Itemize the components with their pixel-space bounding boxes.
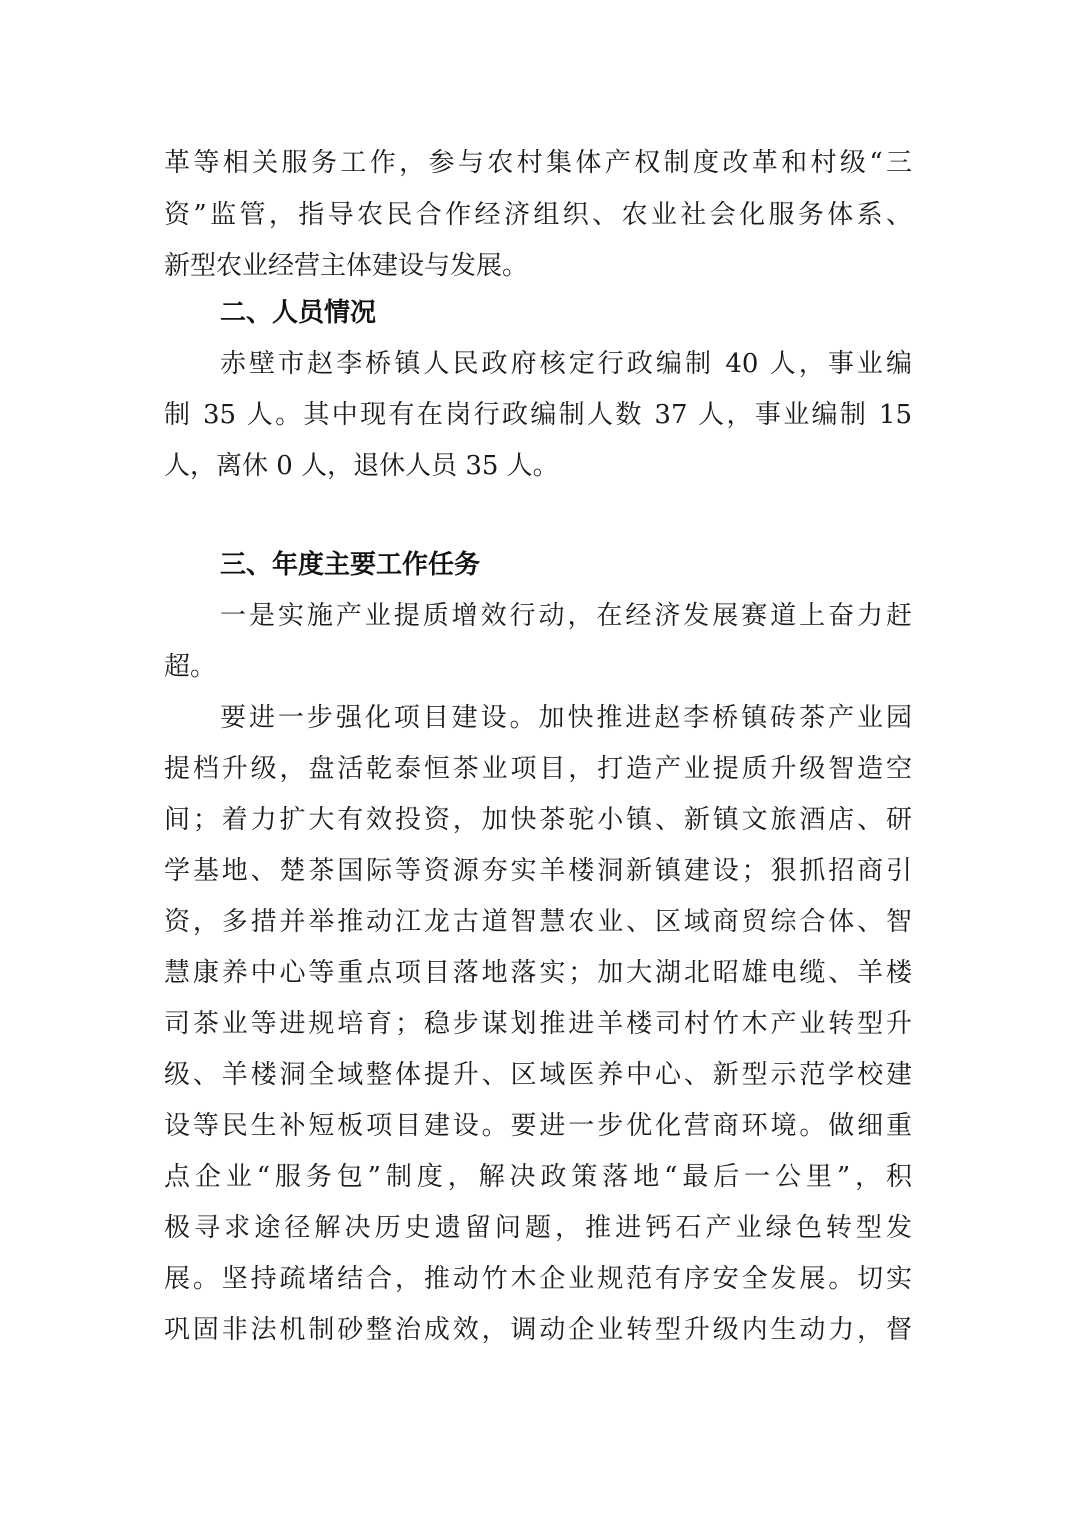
personnel-line-2: 制 35 人。其中现有在岗行政编制人数 37 人，事业编制 15 [164,400,912,430]
tasks-para2-line-6: 慧康养中心等重点项目落地落实；加大湖北昭雄电缆、羊楼 [164,958,912,988]
tasks-para2-line-10: 点企业“服务包”制度，解决政策落地“最后一公里”，积 [164,1162,912,1192]
intro-line-3: 新型农业经营主体建设与发展。 [164,251,529,281]
tasks-para2-line-13: 巩固非法机制砂整治成效，调动企业转型升级内生动力，督 [164,1315,912,1345]
tasks-para2-line-12: 展。坚持疏堵结合，推动竹木企业规范有序安全发展。切实 [164,1264,912,1294]
intro-line-1: 革等相关服务工作，参与农村集体产权制度改革和村级“三 [164,148,912,178]
section-heading-annual-tasks: 三、年度主要工作任务 [220,550,481,580]
personnel-line-3: 人，离休 0 人，退休人员 35 人。 [164,451,559,481]
tasks-para2-line-9: 设等民生补短板项目建设。要进一步优化营商环境。做细重 [164,1111,912,1141]
tasks-para1-line-1: 一是实施产业提质增效行动，在经济发展赛道上奋力赶 [220,601,912,631]
tasks-para2-line-1: 要进一步强化项目建设。加快推进赵李桥镇砖茶产业园 [220,703,912,733]
tasks-para2-line-8: 级、羊楼洞全域整体提升、区域医养中心、新型示范学校建 [164,1060,912,1090]
tasks-para2-line-11: 极寻求途径解决历史遗留问题，推进钙石产业绿色转型发 [164,1213,912,1243]
tasks-para2-line-2: 提档升级，盘活乾泰恒茶业项目，打造产业提质升级智造空 [164,754,912,784]
tasks-para1-line-2: 超。 [164,652,217,682]
tasks-para2-line-5: 资，多措并举推动江龙古道智慧农业、区域商贸综合体、智 [164,907,912,937]
tasks-para2-line-4: 学基地、楚茶国际等资源夯实羊楼洞新镇建设；狠抓招商引 [164,856,912,886]
personnel-line-1: 赤壁市赵李桥镇人民政府核定行政编制 40 人，事业编 [220,349,912,379]
tasks-para2-line-7: 司茶业等进规培育；稳步谋划推进羊楼司村竹木产业转型升 [164,1009,912,1039]
tasks-para2-line-3: 间；着力扩大有效投资，加快茶驼小镇、新镇文旅酒店、研 [164,805,912,835]
intro-line-2: 资”监管，指导农民合作经济组织、农业社会化服务体系、 [164,200,912,230]
section-heading-personnel: 二、人员情况 [220,298,377,328]
